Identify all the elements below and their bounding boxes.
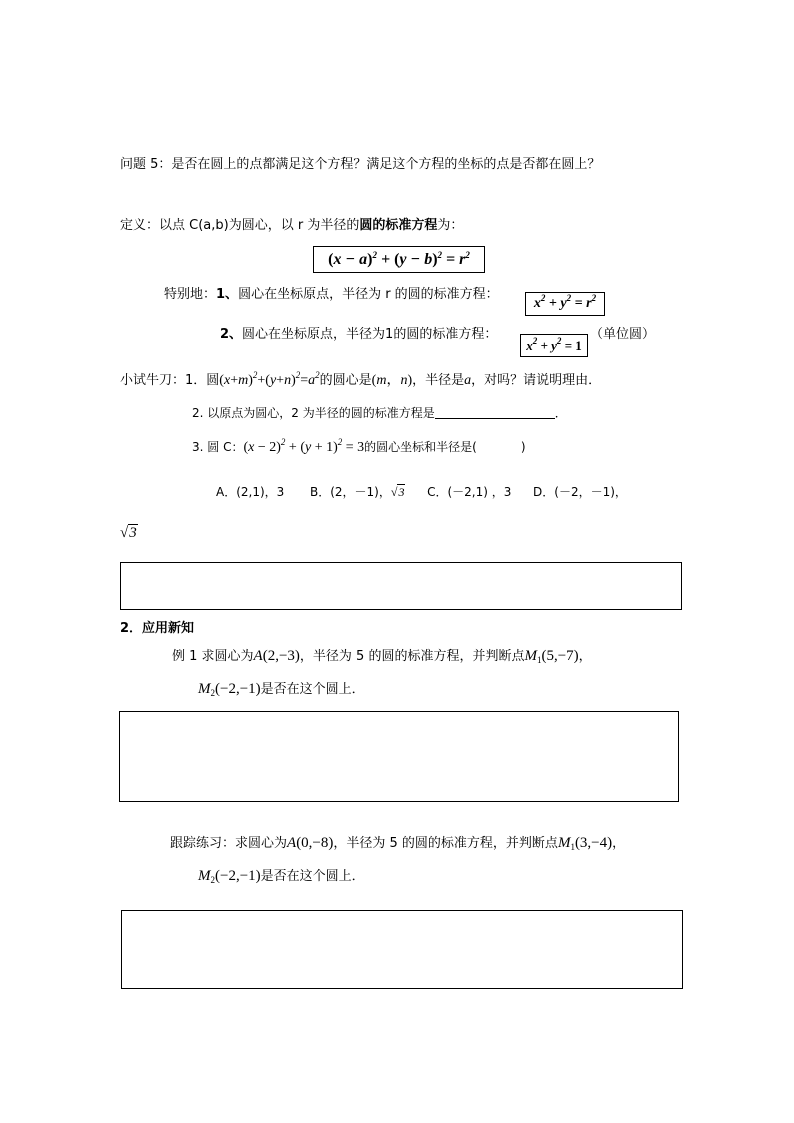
question-5-text: 是否在圆上的点都满足这个方程？满足这个方程的坐标的点是否都在圆上？: [171, 157, 601, 172]
example-1-middle: ，半径为 5 的圆的标准方程，并判断点: [299, 649, 525, 664]
option-d-sqrt: √3: [120, 525, 137, 541]
practice-q3-equation: $(x - 2)^2 + (y + 1)^2 = 3$: [243, 437, 365, 455]
practice-q1-middle: 的圆心是: [319, 373, 372, 388]
definition-prefix: 定义：以点 C(a,b)为圆心，以 r 为半径的: [120, 218, 360, 233]
practice-q1: [120, 372, 601, 390]
option-c-label: C．: [427, 485, 448, 499]
definition-suffix: 为：: [437, 218, 464, 233]
special-case-1: [164, 286, 499, 304]
option-c[interactable]: [427, 485, 511, 499]
definition-line: [120, 217, 463, 235]
option-a-value: (2,1)，3: [236, 485, 285, 499]
practice-q1-tail: ，对吗？请说明理由．: [471, 373, 602, 388]
practice-label: 小试牛刀：: [120, 373, 186, 388]
practice-q2-end: ．: [554, 406, 567, 420]
option-a-label: A．: [216, 485, 237, 499]
practice-q2: [192, 404, 567, 422]
option-c-value: (－2,1) ，3: [447, 485, 512, 499]
special-case-2: [220, 326, 497, 344]
example-1-point-m1: $M_1(5,-7)$: [524, 648, 579, 665]
standard-equation-box: [313, 246, 485, 273]
practice-q3: [192, 438, 526, 457]
standard-equation: $(x - a)^2 + (y - b)^2 = r^2$: [328, 249, 470, 268]
follow-up-answer-box[interactable]: [121, 910, 683, 989]
example-1-answer-box[interactable]: [119, 711, 679, 802]
practice-q3-suffix: 的圆心坐标和半径是(: [364, 440, 477, 454]
practice-q1-end: ，半径是: [412, 373, 465, 388]
option-d[interactable]: [533, 485, 627, 499]
case-2-number: 2、: [220, 327, 243, 342]
unit-circle-note: （单位圆）: [590, 327, 656, 342]
practice-q1-radius: a: [464, 373, 472, 388]
option-a[interactable]: [216, 485, 284, 499]
follow-point-m1: $M_1(3,-4)$: [557, 835, 613, 852]
question-5: [120, 156, 600, 174]
section-2-heading: 2．应用新知: [120, 621, 195, 636]
option-d-label: D．: [533, 485, 555, 499]
practice-q1-equation: $(x+m)^2+(y+n)^2=a^2$: [219, 370, 320, 388]
option-b[interactable]: [310, 484, 405, 499]
practice-answer-box[interactable]: [120, 562, 682, 610]
follow-end: 是否在这个圆上．: [260, 869, 365, 884]
practice-q3-close: ): [520, 440, 526, 454]
option-d-value: (－2，－1)，: [554, 485, 627, 499]
case-2-text: 圆心在坐标原点，半径为1的圆的标准方程：: [242, 327, 498, 342]
case-1-number: 1、: [216, 287, 239, 302]
follow-up-exercise: 跟踪练习：求圆心为A(0,−8)，半径为 5 的圆的标准方程，并判断点$M_1(3,-4)$，: [170, 835, 626, 852]
practice-q1-center: (m，n): [371, 373, 413, 388]
option-b-sqrt: √3: [390, 485, 405, 499]
origin-equation: $x^2 + y^2 = r^2$: [533, 293, 597, 311]
practice-q3-prefix: 3. 圆 C：: [192, 440, 244, 454]
practice-q1-number: 1．圆: [185, 373, 220, 388]
practice-q2-text: 2. 以原点为圆心，2 为半径的圆的标准方程是: [192, 406, 435, 420]
practice-q2-blank[interactable]: [435, 404, 555, 419]
example-1-center: A(2,−3): [253, 648, 300, 664]
case-1-text: 圆心在坐标原点，半径为 r 的圆的标准方程：: [238, 287, 499, 302]
origin-equation-box: [525, 292, 605, 316]
example-1-line-2: [198, 680, 365, 699]
follow-point-m2: $M_2(-2,-1)$: [198, 868, 261, 885]
option-b-label: B．: [309, 485, 331, 499]
example-1: 例 1 求圆心为A(2,−3)，半径为 5 的圆的标准方程，并判断点$M_1(5,-7)$，: [172, 648, 592, 665]
follow-center: A(0,−8): [287, 835, 334, 851]
example-1-end: 是否在这个圆上．: [260, 682, 365, 697]
question-5-label: 问题 5：: [120, 157, 172, 172]
follow-prefix: 跟踪练习：求圆心为: [170, 836, 288, 851]
unit-circle-equation: $x^2 + y^2 = 1$: [526, 335, 582, 353]
example-1-prefix: 例 1 求圆心为: [172, 649, 254, 664]
practice-q3-options: [216, 483, 627, 501]
unit-circle-equation-box: [520, 334, 588, 357]
special-label: 特别地：: [164, 287, 217, 302]
follow-middle: ，半径为 5 的圆的标准方程，并判断点: [333, 836, 558, 851]
option-b-value: (2，－1)，: [330, 485, 391, 499]
definition-term: 圆的标准方程: [359, 218, 438, 233]
example-1-point-m2: $M_2(-2,-1)$: [198, 681, 261, 698]
follow-up-line-2: [198, 867, 365, 886]
